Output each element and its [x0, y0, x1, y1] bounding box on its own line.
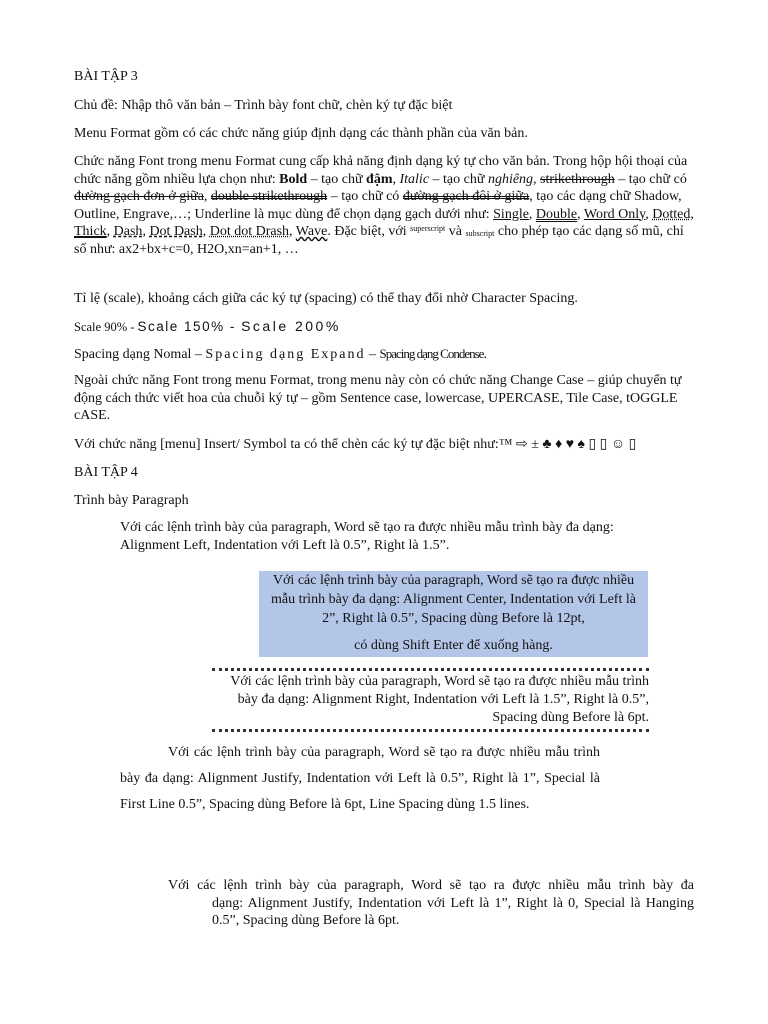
underline-thick: Thick: [74, 224, 107, 239]
italic-sample: Italic: [399, 171, 430, 187]
text: cho phép tạo các dạng số mũ, chỉ số như: ax2+bx+c=0, H2O,xn=an+1, …: [74, 224, 684, 257]
underline-dot-dot-dash: Dot dot Drash: [209, 224, 290, 239]
subscript-sample: subscript: [465, 229, 495, 238]
underline-dash: Dash: [113, 224, 143, 239]
text: – tạo chữ: [429, 171, 488, 187]
dam-sample: đậm: [366, 171, 393, 187]
underline-wave: Wave: [295, 224, 328, 239]
para-alignment-center: Với các lệnh trình bày của paragraph, Word sẽ tạo ra được nhiều mẫu trình bày đa dạng: Alignment Center, Indentation với Left là 2”, Right là 0.5”, Spacing dùng Before là 12pt,: [271, 573, 636, 626]
spacing-expand-sample: Spacing dạng Expand: [205, 347, 366, 362]
para-alignment-right-box: [212, 668, 649, 732]
scale-90-sample: Scale 90% -: [74, 320, 138, 334]
single-strike-sample: đường gạch đơn ở giữa: [74, 189, 204, 204]
para-alignment-center-box: [259, 571, 648, 657]
spacing-samples: [74, 345, 694, 364]
symbol-line: Với chức năng [menu] Insert/ Symbol ta có thể chèn các ký tự đặc biệt như:™ ⇨ ± ♣ ♦ ♥ ♠ ▯ ▯ ☺ ▯: [74, 437, 637, 452]
paragraph-title: Trình bày Paragraph: [74, 493, 189, 508]
underline-single: Single: [493, 206, 529, 222]
intro-line: Menu Format gồm có các chức năng giúp định dạng các thành phần của văn bản.: [74, 126, 528, 141]
nghieng-sample: nghiêng: [487, 171, 534, 187]
para-hanging: [168, 877, 694, 930]
double-strike-sample: đường gạch đôi ở giữa: [402, 189, 530, 204]
text: – tạo chữ có: [327, 189, 403, 204]
text: –: [365, 347, 380, 362]
text: , tạo các dạng chữ Shadow, Outline, Engrave,…; Underline là mục dùng để chọn dạng gạch dưới như:: [74, 189, 682, 222]
font-paragraph: Chức năng Font trong menu Format cung cấp khả năng định dạng ký tự cho văn bản. Trong hộp hội thoại của chức năng gồm nhiều lựa chọn như: Bold – tạo chữ đậm, Italic – tạo chữ nghiêng, strikethrough – tạo chữ có đường gạch đơn ở giữa, double strikethrough – tạo chữ có đường gạch đôi ở giữa, tạo các dạng chữ Shadow, Outline, Engrave,…; Underline là mục dùng để chọn dạng gạch dưới như: Single, Double, Word Only, Dotted, Thick, Dash, Dot Dash, Dot dot Drash, Wave. Đặc biệt, với $^{superscript}$ và subscript cho phép tạo các dạng số mũ, chỉ số như: ax2+bx+c=0, H2O,xn=an+1, …: [74, 154, 694, 257]
bold-sample: Bold: [279, 171, 308, 187]
text: .: [483, 347, 487, 362]
heading-bai-tap-3: BÀI TẬP 3: [74, 69, 138, 84]
change-case-paragraph: Ngoài chức năng Font trong menu Format, trong menu này còn có chức năng Change Case – giúp chuyển tự động cách thức viết hoa của chuỗi ký tự – gồm Sentence case, lowercase, UPERCASE, Tile Case, tOGGLE cASE.: [74, 373, 682, 423]
text: – tạo chữ: [307, 171, 367, 187]
spacing-condense-sample: Spacing dạng Condense: [379, 346, 484, 361]
text: – tạo chữ có: [614, 171, 687, 187]
scale-intro: Tỉ lệ (scale), khoảng cách giữa các ký tự (spacing) có thể thay đổi nhờ Character Spacing.: [74, 291, 578, 306]
para-alignment-justify: Với các lệnh trình bày của paragraph, Word sẽ tạo ra được nhiều mẫu trình bày đa dạng: Alignment Justify, Indentation với Left là 0.5”, Right là 1”, Special là First Line 0.5”, Spacing dùng Before là 6pt, Line Spacing dùng 1.5 lines.: [120, 745, 600, 812]
para-hanging-rest: dạng: Alignment Justify, Indentation với Left là 1”, Right là 0, Special là Hanging 0.5”, Spacing dùng Before là 6pt.: [212, 895, 694, 928]
double-strikethrough-sample: double strikethrough: [210, 189, 328, 204]
scale-samples: [74, 318, 694, 337]
heading-bai-tap-4: BÀI TẬP 4: [74, 465, 138, 480]
para-hanging-line-1: Với các lệnh trình bày của paragraph, Word sẽ tạo ra được nhiều mẫu trình bày đa: [168, 878, 694, 893]
para-alignment-right: Với các lệnh trình bày của paragraph, Word sẽ tạo ra được nhiều mẫu trình bày đa dạng: Alignment Right, Indentation với Left là 1.5”, Right là 0.5”, Spacing dùng Before là 6pt.: [230, 674, 649, 725]
spacing-normal-sample: Spacing dạng Nomal –: [74, 347, 206, 362]
text: ,: [392, 171, 400, 187]
underline-double: Double: [535, 206, 578, 222]
scale-200-sample: Scale 200%: [241, 318, 341, 334]
topic-line: Chủ đề: Nhập thô văn bản – Trình bày font chữ, chèn ký tự đặc biệt: [74, 98, 453, 113]
text: và: [445, 224, 466, 239]
underline-dotted: Dotted: [652, 206, 691, 222]
text: Chức năng Font trong menu Format cung cấp khả năng định dạng ký tự cho văn bản. Trong hộp hội thoại của chức năng gồm nhiều lựa chọn như:: [74, 154, 688, 187]
para-alignment-center-2: có dùng Shift Enter để xuống hàng.: [354, 638, 553, 653]
text: ,: [203, 189, 211, 204]
underline-dot-dash: Dot Dash: [149, 224, 203, 239]
underline-word-only: Word Only: [583, 206, 646, 222]
text: . Đặc biệt, với: [327, 224, 411, 239]
text: ,: [533, 171, 541, 187]
strikethrough-sample: strikethrough: [540, 171, 615, 187]
para-alignment-left: Với các lệnh trình bày của paragraph, Word sẽ tạo ra được nhiều mẫu trình bày đa dạng: Alignment Left, Indentation với Left là 0.5”, Right là 1.5”.: [120, 520, 614, 553]
scale-150-sample: Scale 150% -: [137, 319, 242, 334]
superscript-sample: superscript: [410, 224, 446, 233]
